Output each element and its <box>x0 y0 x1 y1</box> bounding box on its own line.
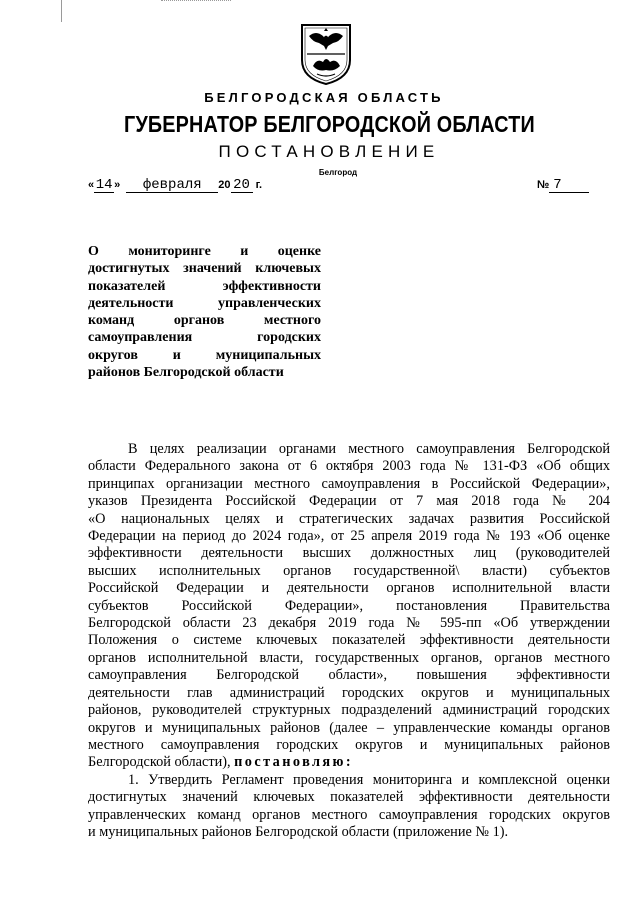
item-1-line: 1. Утвердить Регламент проведения мониторинга и комплексной оценки <box>128 771 610 788</box>
date-year-prefix: 20 <box>218 179 231 191</box>
title-line: команд органов местного <box>88 313 321 329</box>
title-line: округов и муниципальных <box>88 347 321 363</box>
date-day: 14 <box>95 177 113 193</box>
body-line: В целях реализации органами местного самоуправления Белгородской <box>128 441 610 457</box>
date-close-quote: » <box>114 179 121 191</box>
body-line: Положения о системе ключевых показателей эффективности деятельности <box>88 632 610 649</box>
date-month: февраля <box>126 178 218 193</box>
body-line: эффективности деятельности высших должностных лиц (руководителей <box>88 545 610 562</box>
city-label: Белгород <box>318 168 358 177</box>
body-last-prefix: Белгородской области), <box>88 754 231 771</box>
body-line: указов Президента Российской Федерации от 7 мая 2018 года № 204 <box>88 493 610 510</box>
body-line: самоуправления Белгородской области», повышения эффективности <box>88 667 610 684</box>
body-line: деятельности глав администраций городских округов и муниципальных <box>88 684 610 701</box>
body-line: Белгородской области 23 декабря 2019 года № 595-пп «Об утверждении <box>88 615 610 632</box>
item-1-line: управленческих команд органов местного самоуправления городских округов <box>88 806 610 823</box>
item-1-line: достигнутых значений ключевых показателей эффективности деятельности <box>88 789 610 806</box>
region-heading: БЕЛГОРОДСКАЯ ОБЛАСТЬ <box>204 90 444 105</box>
belgorod-coat-of-arms-icon <box>299 22 353 86</box>
number-label: № <box>537 179 550 191</box>
body-line: районов, руководителей структурных подразделений администраций городских <box>88 702 610 719</box>
date-year-suffix: 20 <box>231 178 253 193</box>
page-edge-mark <box>61 0 62 22</box>
body-line: «О национальных целях и стратегических задачах развития Российской <box>88 510 610 527</box>
decree-keyword: постановляю: <box>234 754 354 771</box>
body-line: Российской Федерации и деятельности органов исполнительной власти <box>88 580 610 597</box>
title-line: самоуправления городских <box>88 330 321 346</box>
body-line: местного самоуправления городских округов и муниципальных районов <box>88 736 610 753</box>
title-line: показателей эффективности <box>88 278 321 294</box>
body-line: принципах организации местного самоуправления в Российской Федерации», <box>88 475 610 492</box>
body-line: высших исполнительных органов государственной\ власти) субъектов <box>88 562 610 579</box>
governor-heading: ГУБЕРНАТОР БЕЛГОРОДСКОЙ ОБЛАСТИ <box>124 111 535 137</box>
body-line: Федерации на период до 2024 года», от 25 апреля 2019 года № 193 «Об оценке <box>88 528 610 545</box>
body-line: органов исполнительной власти, государственных органов, органов местного <box>88 649 610 666</box>
body-line-final <box>88 754 610 771</box>
body-line: области Федерального закона от 6 октября 2003 года № 131-ФЗ «Об общих <box>88 458 610 475</box>
title-line: О мониторинге и оценке <box>88 244 321 259</box>
date-year-unit: г. <box>255 179 263 191</box>
decree-title <box>88 243 321 381</box>
item-1-line: и муниципальных районов Белгородской области (приложение № 1). <box>88 823 509 840</box>
number-value: 7 <box>549 178 589 193</box>
title-line: деятельности управленческих <box>88 295 321 311</box>
decree-number <box>537 178 589 193</box>
top-scribble-mark <box>161 0 231 3</box>
date-open-quote: « <box>88 179 95 191</box>
decree-heading: ПОСТАНОВЛЕНИЕ <box>218 142 440 161</box>
title-line: районов Белгородской области <box>88 365 284 381</box>
preamble-text <box>88 441 610 841</box>
decree-date <box>88 178 262 193</box>
body-line: субъектов Российской Федерации», постановления Правительства <box>88 597 610 614</box>
title-line: достигнутых значений ключевых <box>88 261 321 277</box>
body-line: округов и муниципальных районов (далее – управленческие команды органов <box>88 719 610 736</box>
